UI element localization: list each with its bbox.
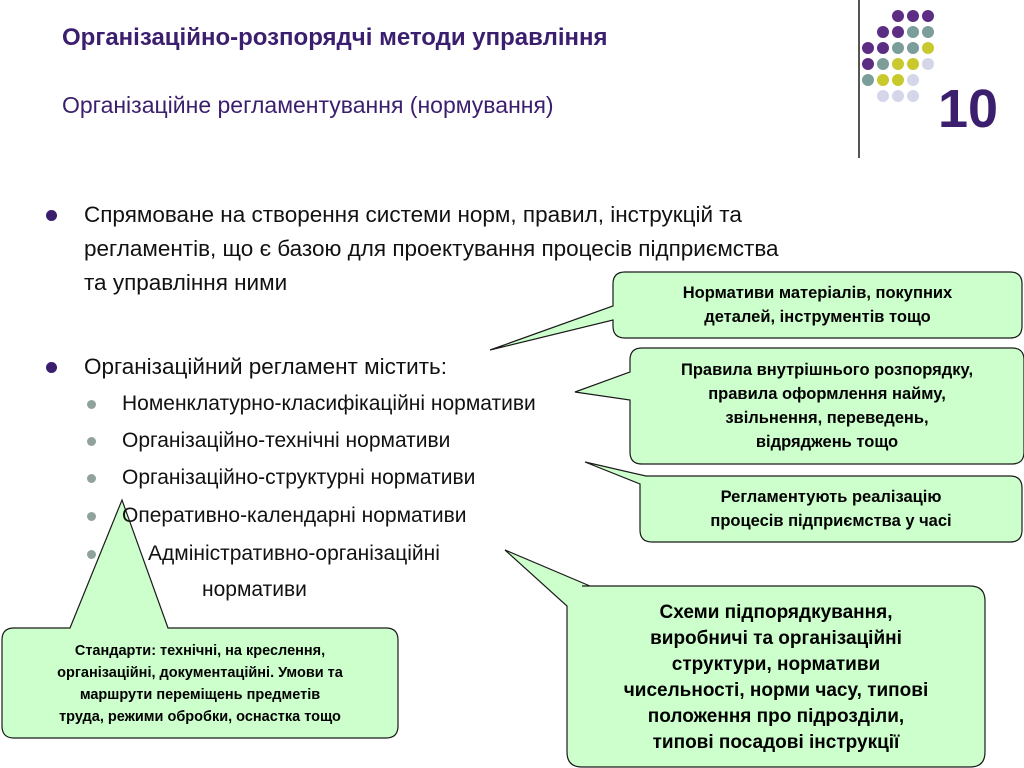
callout-line: правила оформлення найму,	[708, 385, 946, 403]
bullet-main-contains: Організаційний регламент містить:	[84, 350, 447, 384]
callout-line: структури, нормативи	[671, 654, 881, 675]
callout-line: Стандарти: технічні, на креслення,	[74, 643, 326, 659]
bullet-line: та управління ними	[84, 270, 288, 295]
callout-line: типові посадові інструкції	[652, 732, 900, 753]
slide-number: 10	[938, 79, 999, 139]
callout-materials	[613, 272, 1022, 338]
callout-regulation	[640, 476, 1022, 542]
callout-line: деталей, інструментів тощо	[704, 308, 931, 326]
sub-bullet-technical: Організаційно-технічні нормативи	[122, 427, 450, 455]
callout-line: виробничі та організаційні	[650, 628, 902, 649]
callout-line: організаційні, документаційні. Умови та	[57, 665, 343, 681]
callout-line: положення про підрозділи,	[647, 706, 905, 727]
callout-line: Схеми підпорядкування,	[659, 602, 893, 623]
callout-schemes	[567, 590, 985, 766]
sub-bullet-administrative: Адміністративно-організаційні	[122, 540, 440, 568]
sub-bullet-calendar: Оперативно-календарні нормативи	[122, 502, 466, 530]
callout-line: труда, режими обробки, оснастка тощо	[59, 709, 341, 725]
bullet-line: регламентів, що є базою для проектування процесів підприємства	[84, 236, 779, 261]
slide-title: Організаційно-розпорядчі методи управління	[62, 24, 608, 51]
sub-bullet-administrative-line2: нормативи	[202, 578, 307, 601]
callout-line: Регламентують реалізацію	[720, 488, 942, 506]
bullet-line: Спрямоване на створення системи норм, правил, інструкцій та	[84, 202, 742, 227]
callout-standards	[2, 630, 398, 738]
sub-bullet-structural: Організаційно-структурні нормативи	[122, 464, 475, 492]
callout-line: чисельності, норми часу, типові	[623, 680, 929, 701]
callout-line: процесів підприємства у часі	[710, 512, 952, 530]
callout-line: Правила внутрішнього розпорядку,	[680, 361, 974, 379]
callout-rules	[630, 348, 1024, 464]
callout-line: Нормативи матеріалів, покупних	[682, 284, 953, 302]
slide-subtitle: Організаційне регламентування (нормування)	[62, 92, 554, 118]
callout-line: відряджень тощо	[755, 433, 899, 451]
callout-line: маршрути переміщень предметів	[79, 687, 321, 703]
callout-line: звільнення, переведень,	[725, 409, 929, 427]
sub-bullet-nomenclature: Номенклатурно-класифікаційні нормативи	[122, 390, 536, 418]
